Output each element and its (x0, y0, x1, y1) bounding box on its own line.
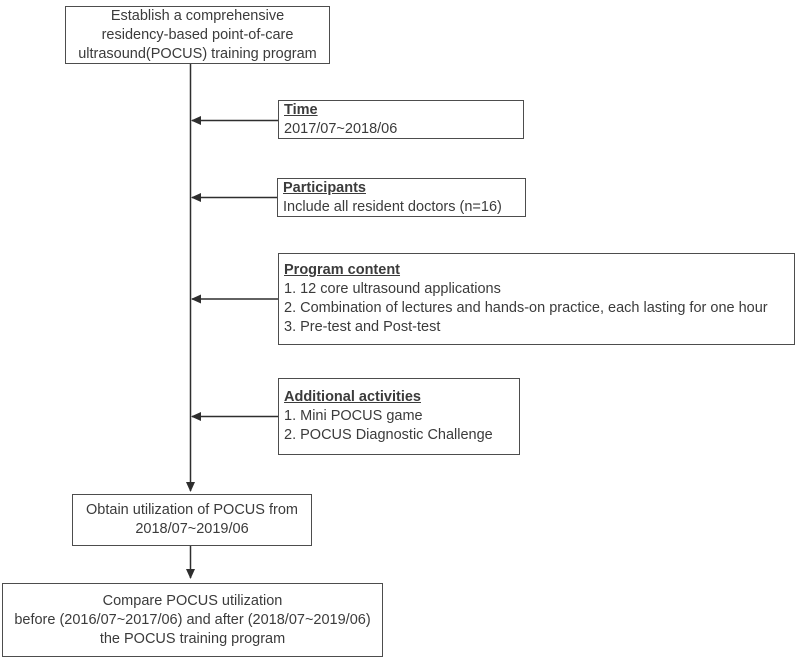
time-box (278, 100, 524, 139)
start-box-line: Establish a comprehensive (110, 7, 285, 24)
participants-box (277, 178, 526, 217)
additional-activities-item: 2. POCUS Diagnostic Challenge (284, 427, 493, 443)
compare-box-line: Compare POCUS utilization (102, 592, 283, 609)
participants-box-title: Participants (283, 179, 366, 196)
start-box-line: residency-based point-of-care (101, 26, 294, 43)
start-box (65, 6, 330, 64)
compare-box-line: before (2016/07~2017/06) and after (2018/07~2019/06) (14, 611, 371, 628)
obtain-box-line: 2018/07~2019/06 (135, 521, 249, 537)
time-box-title: Time (284, 101, 318, 118)
compare-box (2, 583, 383, 657)
program-content-box (278, 253, 795, 345)
additional-activities-box (278, 378, 520, 455)
program-content-item: 2. Combination of lectures and hands-on practice, each lasting for one hour (284, 300, 768, 316)
obtain-box (72, 494, 312, 546)
additional-activities-item: 1. Mini POCUS game (284, 408, 423, 424)
obtain-box-line: Obtain utilization of POCUS from (86, 502, 298, 518)
start-box-line: ultrasound(POCUS) training program (78, 45, 317, 62)
time-box-body: 2017/07~2018/06 (284, 120, 398, 137)
participants-box-body: Include all resident doctors (n=16) (283, 198, 502, 215)
program-content-item: 3. Pre-test and Post-test (284, 319, 441, 335)
compare-box-line: the POCUS training program (99, 630, 286, 647)
program-content-item: 1. 12 core ultrasound applications (284, 281, 501, 297)
additional-activities-box-title: Additional activities (284, 389, 421, 405)
program-content-box-title: Program content (284, 262, 401, 278)
